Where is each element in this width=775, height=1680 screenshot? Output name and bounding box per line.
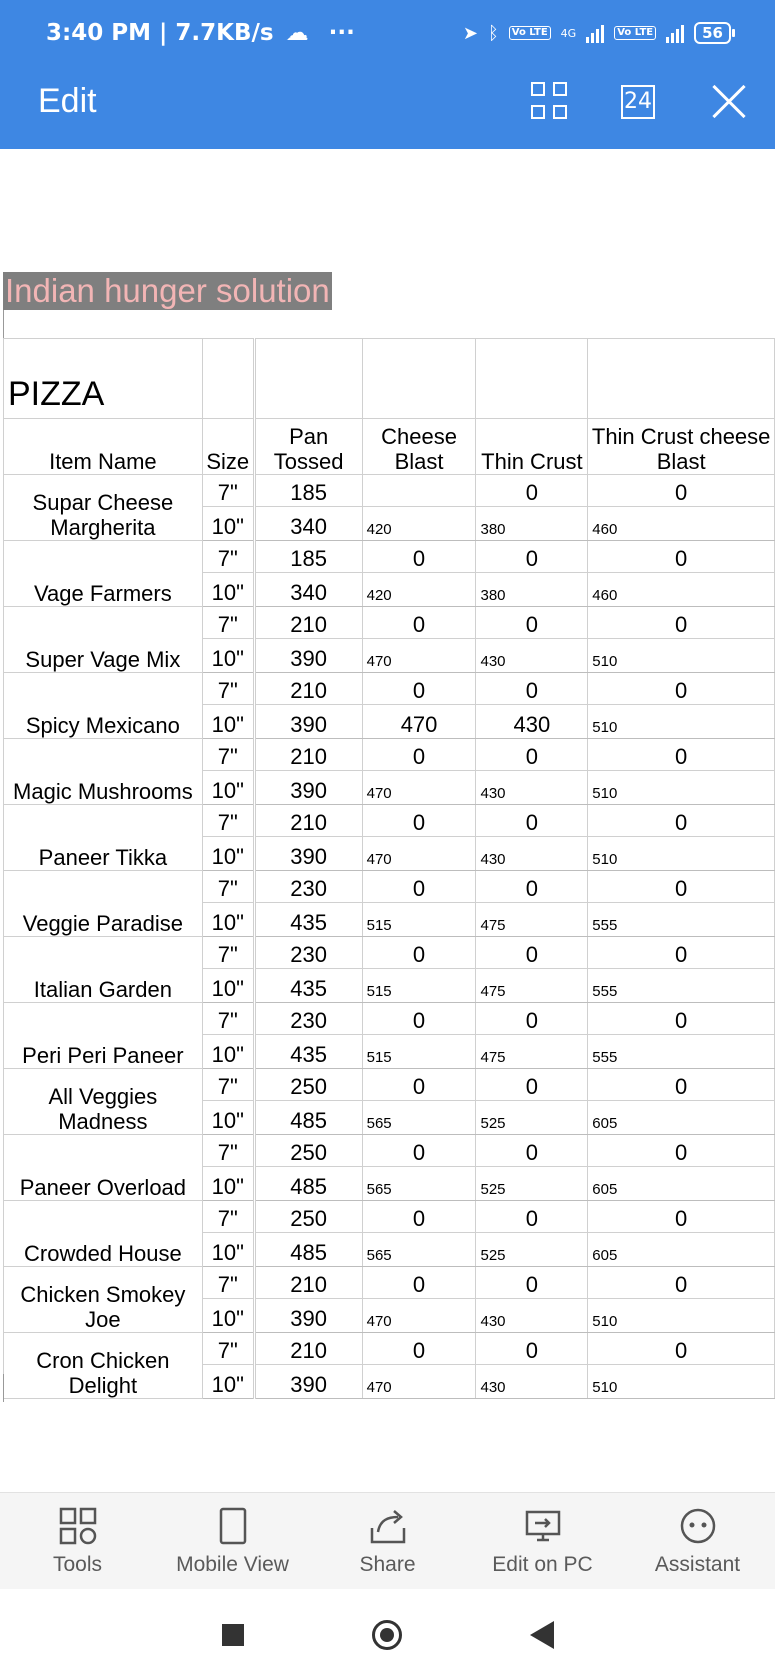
price-cell[interactable]: 435 — [254, 1035, 362, 1069]
price-cell[interactable]: 390 — [254, 837, 362, 871]
price-cell[interactable]: 10" — [202, 903, 254, 937]
price-cell[interactable]: 250 — [254, 1201, 362, 1233]
price-cell[interactable]: 185 — [254, 541, 362, 573]
price-cell[interactable]: 0 — [476, 1201, 588, 1233]
price-cell[interactable]: 10" — [202, 969, 254, 1003]
price-cell[interactable]: 475 — [476, 969, 588, 1003]
share-button[interactable] — [310, 1493, 465, 1589]
price-cell[interactable]: 10" — [202, 639, 254, 673]
price-cell[interactable]: 390 — [254, 705, 362, 739]
price-cell[interactable]: 230 — [254, 871, 362, 903]
price-cell[interactable]: 210 — [254, 673, 362, 705]
price-cell[interactable]: 0 — [476, 607, 588, 639]
price-cell[interactable]: 0 — [476, 1333, 588, 1365]
price-cell[interactable]: 7" — [202, 1135, 254, 1167]
price-cell[interactable]: 470 — [362, 639, 476, 673]
price-cell[interactable]: 390 — [254, 1299, 362, 1333]
price-cell[interactable]: 10" — [202, 771, 254, 805]
price-cell[interactable]: 485 — [254, 1233, 362, 1267]
price-cell[interactable]: 7" — [202, 871, 254, 903]
price-cell[interactable]: 470 — [362, 1299, 476, 1333]
item-name-cell[interactable]: Crowded House — [4, 1201, 203, 1267]
table-row — [4, 937, 775, 969]
price-cell[interactable]: 10" — [202, 1167, 254, 1201]
price-cell[interactable]: 390 — [254, 639, 362, 673]
price-cell[interactable]: 7" — [202, 805, 254, 837]
price-cell[interactable]: 7" — [202, 739, 254, 771]
table-row — [4, 1267, 775, 1299]
price-cell[interactable]: 380 — [476, 573, 588, 607]
price-cell[interactable]: 0 — [362, 673, 476, 705]
price-cell[interactable]: 605 — [588, 1101, 775, 1135]
price-cell[interactable]: 210 — [254, 1333, 362, 1365]
table-row — [4, 1333, 775, 1365]
price-cell[interactable]: 525 — [476, 1233, 588, 1267]
price-cell[interactable]: 555 — [588, 969, 775, 1003]
price-cell[interactable]: 380 — [476, 507, 588, 541]
price-cell[interactable]: 0 — [476, 739, 588, 771]
price-cell[interactable]: 460 — [588, 507, 775, 541]
signal-icon-1 — [586, 23, 604, 43]
tools-label: Tools — [52, 1553, 103, 1576]
price-cell[interactable]: 7" — [202, 541, 254, 573]
price-cell[interactable]: 0 — [362, 871, 476, 903]
price-cell[interactable]: 0 — [476, 1003, 588, 1035]
mobile-view-button[interactable] — [155, 1493, 310, 1589]
price-cell[interactable]: 7" — [202, 607, 254, 639]
close-icon[interactable] — [709, 82, 749, 122]
price-cell[interactable]: 0 — [362, 1135, 476, 1167]
grid-view-icon[interactable] — [529, 80, 573, 124]
price-cell[interactable]: 210 — [254, 739, 362, 771]
price-cell[interactable]: 565 — [362, 1101, 476, 1135]
cell-empty[interactable] — [202, 339, 254, 419]
price-cell[interactable]: 0 — [476, 1267, 588, 1299]
price-cell[interactable]: 10" — [202, 1299, 254, 1333]
price-cell[interactable]: 0 — [588, 1003, 775, 1035]
price-cell[interactable]: 510 — [588, 705, 775, 739]
price-cell[interactable]: 0 — [588, 937, 775, 969]
item-name-cell[interactable]: Supar Cheese Margherita — [4, 475, 203, 541]
price-cell[interactable]: 7" — [202, 1069, 254, 1101]
price-cell[interactable]: 10" — [202, 507, 254, 541]
price-cell[interactable]: 435 — [254, 969, 362, 1003]
price-cell[interactable]: 0 — [588, 1333, 775, 1365]
price-cell[interactable]: 0 — [476, 1135, 588, 1167]
price-cell[interactable]: 565 — [362, 1167, 476, 1201]
header-item-name[interactable]: Item Name — [4, 419, 203, 475]
price-cell[interactable]: 10" — [202, 573, 254, 607]
table-row — [4, 739, 775, 771]
price-cell[interactable]: 0 — [362, 541, 476, 573]
price-cell[interactable]: 435 — [254, 903, 362, 937]
price-cell[interactable]: 340 — [254, 507, 362, 541]
assistant-button[interactable] — [620, 1493, 775, 1589]
price-cell[interactable]: 460 — [588, 573, 775, 607]
document-title[interactable]: Indian hunger solution — [5, 272, 330, 309]
price-cell[interactable]: 430 — [476, 1299, 588, 1333]
item-name-cell[interactable]: Italian Garden — [4, 937, 203, 1003]
price-cell[interactable]: 0 — [362, 1003, 476, 1035]
price-cell[interactable]: 0 — [588, 475, 775, 507]
price-cell[interactable]: 525 — [476, 1101, 588, 1135]
price-cell[interactable]: 510 — [588, 1299, 775, 1333]
pizza-price-table[interactable] — [3, 338, 775, 1399]
table-row — [4, 1135, 775, 1167]
header-row — [4, 419, 775, 475]
recents-icon[interactable] — [222, 1624, 244, 1646]
price-cell[interactable]: 7" — [202, 475, 254, 507]
price-cell[interactable]: 555 — [588, 1035, 775, 1069]
text-cursor — [3, 310, 4, 338]
table-row — [4, 1201, 775, 1233]
status-more: ··· — [328, 20, 355, 46]
price-cell[interactable]: 0 — [362, 1069, 476, 1101]
price-cell[interactable]: 0 — [362, 607, 476, 639]
price-cell[interactable]: 470 — [362, 705, 476, 739]
table-row — [4, 1069, 775, 1101]
price-cell[interactable]: 10" — [202, 1101, 254, 1135]
price-cell[interactable]: 390 — [254, 1365, 362, 1399]
assistant-label: Assistant — [654, 1553, 741, 1576]
price-cell[interactable]: 0 — [476, 673, 588, 705]
price-cell[interactable]: 0 — [476, 871, 588, 903]
edit-on-pc-button[interactable] — [465, 1493, 620, 1589]
signal-icon-2 — [666, 23, 684, 43]
price-cell[interactable]: 510 — [588, 771, 775, 805]
tools-button[interactable] — [0, 1493, 155, 1589]
cell-empty[interactable] — [362, 339, 476, 419]
header-pan-tossed[interactable]: Pan Tossed — [254, 419, 362, 475]
item-name-cell[interactable]: Cron Chicken Delight — [4, 1333, 203, 1399]
price-cell[interactable]: 485 — [254, 1167, 362, 1201]
item-name-cell[interactable]: Peri Peri Paneer — [4, 1003, 203, 1069]
price-cell[interactable]: 210 — [254, 1267, 362, 1299]
system-nav-bar — [0, 1589, 775, 1680]
price-cell[interactable]: 0 — [362, 1267, 476, 1299]
price-cell[interactable]: 430 — [476, 705, 588, 739]
share-icon — [310, 1505, 465, 1547]
battery-icon: 56 — [694, 22, 731, 44]
mobile-view-icon — [155, 1505, 310, 1547]
cell-empty[interactable] — [254, 339, 362, 419]
price-cell[interactable]: 0 — [476, 805, 588, 837]
page-count: 24 — [621, 85, 655, 119]
price-cell[interactable]: 7" — [202, 673, 254, 705]
price-cell[interactable]: 525 — [476, 1167, 588, 1201]
cell-empty[interactable] — [476, 339, 588, 419]
price-cell[interactable]: 510 — [588, 639, 775, 673]
price-cell[interactable]: 250 — [254, 1135, 362, 1167]
price-cell[interactable]: 515 — [362, 903, 476, 937]
price-cell[interactable]: 7" — [202, 937, 254, 969]
price-cell[interactable] — [362, 475, 476, 507]
price-cell[interactable]: 510 — [588, 1365, 775, 1399]
price-cell[interactable]: 210 — [254, 805, 362, 837]
price-cell[interactable]: 0 — [476, 475, 588, 507]
table-row — [4, 475, 775, 507]
price-cell[interactable]: 0 — [362, 805, 476, 837]
cloud-icon: ☁ — [285, 20, 309, 46]
price-cell[interactable]: 0 — [588, 1135, 775, 1167]
price-cell[interactable]: 0 — [588, 541, 775, 573]
item-name-cell[interactable]: Magic Mushrooms — [4, 739, 203, 805]
price-cell[interactable]: 0 — [362, 1333, 476, 1365]
tools-icon — [0, 1505, 155, 1547]
app-actions — [529, 80, 749, 124]
header-thin-crust-cheese-blast[interactable]: Thin Crust cheese Blast — [588, 419, 775, 475]
edit-on-pc-label: Edit on PC — [492, 1553, 593, 1576]
mobile-view-label: Mobile View — [176, 1553, 289, 1576]
share-label: Share — [359, 1553, 416, 1576]
price-cell[interactable]: 0 — [588, 607, 775, 639]
price-cell[interactable]: 0 — [362, 739, 476, 771]
price-cell[interactable]: 0 — [588, 739, 775, 771]
price-cell[interactable]: 250 — [254, 1069, 362, 1101]
header-size[interactable]: Size — [202, 419, 254, 475]
price-cell[interactable]: 420 — [362, 507, 476, 541]
price-cell[interactable]: 430 — [476, 639, 588, 673]
price-cell[interactable]: 0 — [476, 1069, 588, 1101]
app-title[interactable]: Edit — [38, 82, 97, 120]
status-bar-left — [46, 20, 355, 46]
page-count-button[interactable] — [621, 82, 661, 122]
price-cell[interactable]: 475 — [476, 903, 588, 937]
header-cheese-blast[interactable]: Cheese Blast — [362, 419, 476, 475]
price-cell[interactable]: 230 — [254, 1003, 362, 1035]
item-name-cell[interactable]: Vage Farmers — [4, 541, 203, 607]
price-cell[interactable]: 0 — [588, 1201, 775, 1233]
edit-on-pc-icon — [465, 1505, 620, 1547]
price-cell[interactable]: 10" — [202, 1365, 254, 1399]
price-cell[interactable]: 0 — [476, 937, 588, 969]
back-icon[interactable] — [530, 1621, 554, 1649]
price-cell[interactable]: 470 — [362, 837, 476, 871]
item-name-cell[interactable]: Paneer Tikka — [4, 805, 203, 871]
price-cell[interactable]: 430 — [476, 1365, 588, 1399]
table-row — [4, 607, 775, 639]
price-cell[interactable]: 10" — [202, 705, 254, 739]
price-cell[interactable]: 430 — [476, 771, 588, 805]
item-name-cell[interactable]: Chicken Smokey Joe — [4, 1267, 203, 1333]
table-row — [4, 871, 775, 903]
section-title[interactable]: PIZZA — [4, 339, 203, 419]
price-cell[interactable]: 515 — [362, 1035, 476, 1069]
price-cell[interactable]: 0 — [588, 871, 775, 903]
price-cell[interactable]: 420 — [362, 573, 476, 607]
price-cell[interactable]: 605 — [588, 1233, 775, 1267]
item-name-cell[interactable]: Paneer Overload — [4, 1135, 203, 1201]
price-cell[interactable]: 565 — [362, 1233, 476, 1267]
network-type: 4G — [560, 26, 577, 40]
price-cell[interactable]: 555 — [588, 903, 775, 937]
price-cell[interactable]: 10" — [202, 1233, 254, 1267]
price-cell[interactable]: 10" — [202, 837, 254, 871]
price-cell[interactable]: 7" — [202, 1201, 254, 1233]
price-cell[interactable]: 475 — [476, 1035, 588, 1069]
price-cell[interactable]: 340 — [254, 573, 362, 607]
price-cell[interactable]: 0 — [362, 1201, 476, 1233]
top-bar — [0, 0, 775, 149]
price-cell[interactable]: 510 — [588, 837, 775, 871]
price-cell[interactable]: 7" — [202, 1267, 254, 1299]
price-cell[interactable]: 430 — [476, 837, 588, 871]
cell-empty[interactable] — [588, 339, 775, 419]
price-cell[interactable]: 0 — [588, 673, 775, 705]
item-name-cell[interactable]: Super Vage Mix — [4, 607, 203, 673]
table-row — [4, 805, 775, 837]
price-cell[interactable]: 185 — [254, 475, 362, 507]
price-cell[interactable]: 605 — [588, 1167, 775, 1201]
volte-badge-2: Vo LTE — [614, 26, 656, 40]
status-time-speed: 3:40 PM | 7.7KB/s — [46, 20, 274, 46]
price-cell[interactable]: 0 — [588, 1267, 775, 1299]
price-cell[interactable]: 470 — [362, 1365, 476, 1399]
text-cursor — [3, 1374, 4, 1402]
price-cell[interactable]: 0 — [362, 937, 476, 969]
location-icon: ➤ — [462, 22, 478, 44]
price-cell[interactable]: 485 — [254, 1101, 362, 1135]
price-cell[interactable]: 0 — [476, 541, 588, 573]
bottom-toolbar — [0, 1492, 775, 1589]
price-cell[interactable]: 390 — [254, 771, 362, 805]
item-name-cell[interactable]: Spicy Mexicano — [4, 673, 203, 739]
price-cell[interactable]: 470 — [362, 771, 476, 805]
table-row — [4, 1003, 775, 1035]
price-cell[interactable]: 0 — [588, 805, 775, 837]
bluetooth-icon: ᛒ — [487, 22, 499, 44]
price-cell[interactable]: 210 — [254, 607, 362, 639]
volte-badge-1: Vo LTE — [509, 26, 551, 40]
price-cell[interactable]: 7" — [202, 1003, 254, 1035]
table-row — [4, 673, 775, 705]
price-cell[interactable]: 230 — [254, 937, 362, 969]
price-cell[interactable]: 515 — [362, 969, 476, 1003]
header-thin-crust[interactable]: Thin Crust — [476, 419, 588, 475]
table-row — [4, 541, 775, 573]
price-cell[interactable]: 0 — [588, 1069, 775, 1101]
price-cell[interactable]: 10" — [202, 1035, 254, 1069]
assistant-icon — [620, 1505, 775, 1547]
home-icon[interactable] — [372, 1620, 402, 1650]
item-name-cell[interactable]: All Veggies Madness — [4, 1069, 203, 1135]
price-cell[interactable]: 7" — [202, 1333, 254, 1365]
status-bar-right — [463, 22, 731, 44]
item-name-cell[interactable]: Veggie Paradise — [4, 871, 203, 937]
